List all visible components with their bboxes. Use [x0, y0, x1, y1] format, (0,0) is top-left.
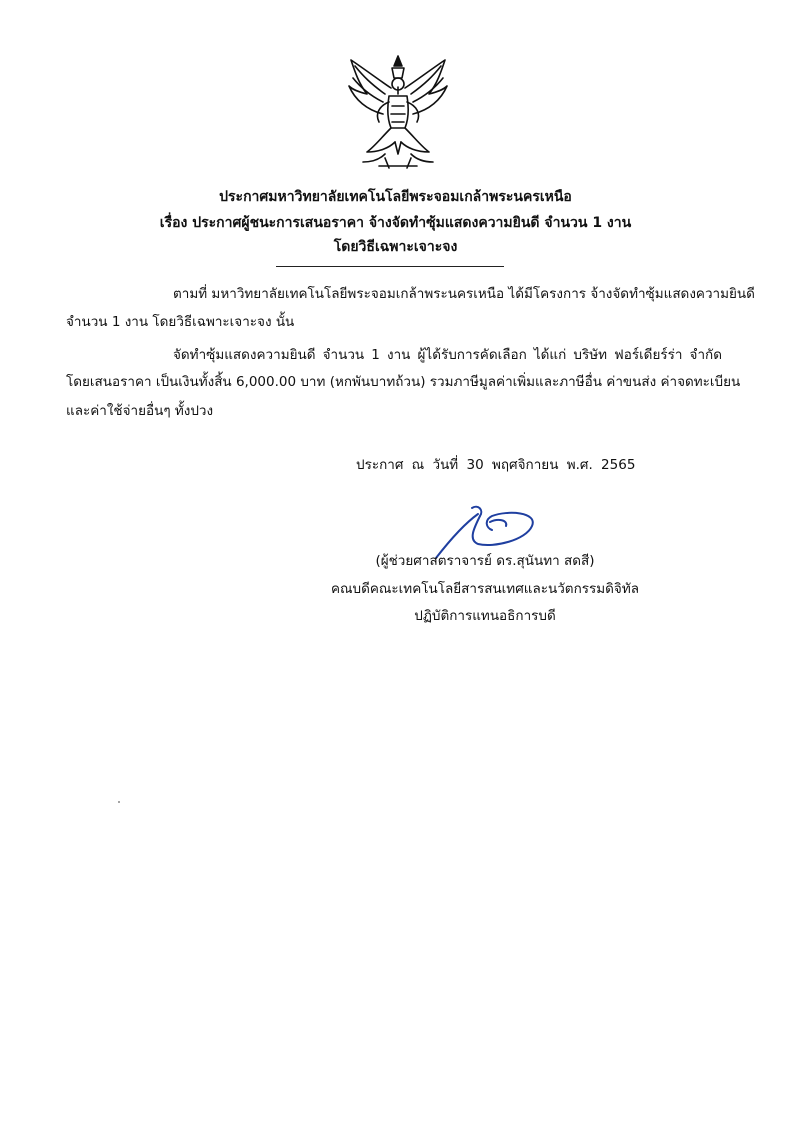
garuda-emblem-icon — [345, 54, 451, 172]
paragraph-1-line-1: ตามที่ มหาวิทยาลัยเทคโนโลยีพระจอมเกล้าพระนครเหนือ ได้มีโครงการ จ้างจัดทำซุ้มแสดงความยินดี — [173, 286, 755, 302]
paragraph-2-line-2: โดยเสนอราคา เป็นเงินทั้งสิ้น 6,000.00 บาท (หกพันบาทถ้วน) รวมภาษีมูลค่าเพิ่มและภาษีอื่น ค่าขนส่ง ค่าจดทะเบียน — [66, 374, 741, 390]
announcement-title: ประกาศมหาวิทยาลัยเทคโนโลยีพระจอมเกล้าพระนครเหนือ — [219, 189, 572, 205]
signatory-acting-role: ปฏิบัติการแทนอธิการบดี — [414, 608, 556, 624]
paragraph-2-line-1: จัดทำซุ้มแสดงความยินดี จำนวน 1 งาน ผู้ได้รับการคัดเลือก ได้แก่ บริษัท ฟอร์เดียร์ร่า จำกัด — [173, 347, 722, 363]
signatory-name: (ผู้ช่วยศาสตราจารย์ ดร.สุนันทา สดสี) — [375, 553, 595, 569]
scan-speck — [118, 801, 120, 803]
announcement-date: ประกาศ ณ วันที่ 30 พฤศจิกายน พ.ศ. 2565 — [356, 457, 636, 473]
announcement-method: โดยวิธีเฉพาะเจาะจง — [333, 239, 458, 255]
paragraph-2-line-3: และค่าใช้จ่ายอื่นๆ ทั้งปวง — [66, 403, 214, 419]
paragraph-1-line-2: จำนวน 1 งาน โดยวิธีเฉพาะเจาะจง นั้น — [66, 314, 295, 330]
signatory-title: คณบดีคณะเทคโนโลยีสารสนเทศและนวัตกรรมดิจิทัล — [330, 581, 639, 597]
heading-divider — [276, 266, 504, 267]
announcement-subject: เรื่อง ประกาศผู้ชนะการเสนอราคา จ้างจัดทำซุ้มแสดงความยินดี จำนวน 1 งาน — [159, 215, 632, 231]
